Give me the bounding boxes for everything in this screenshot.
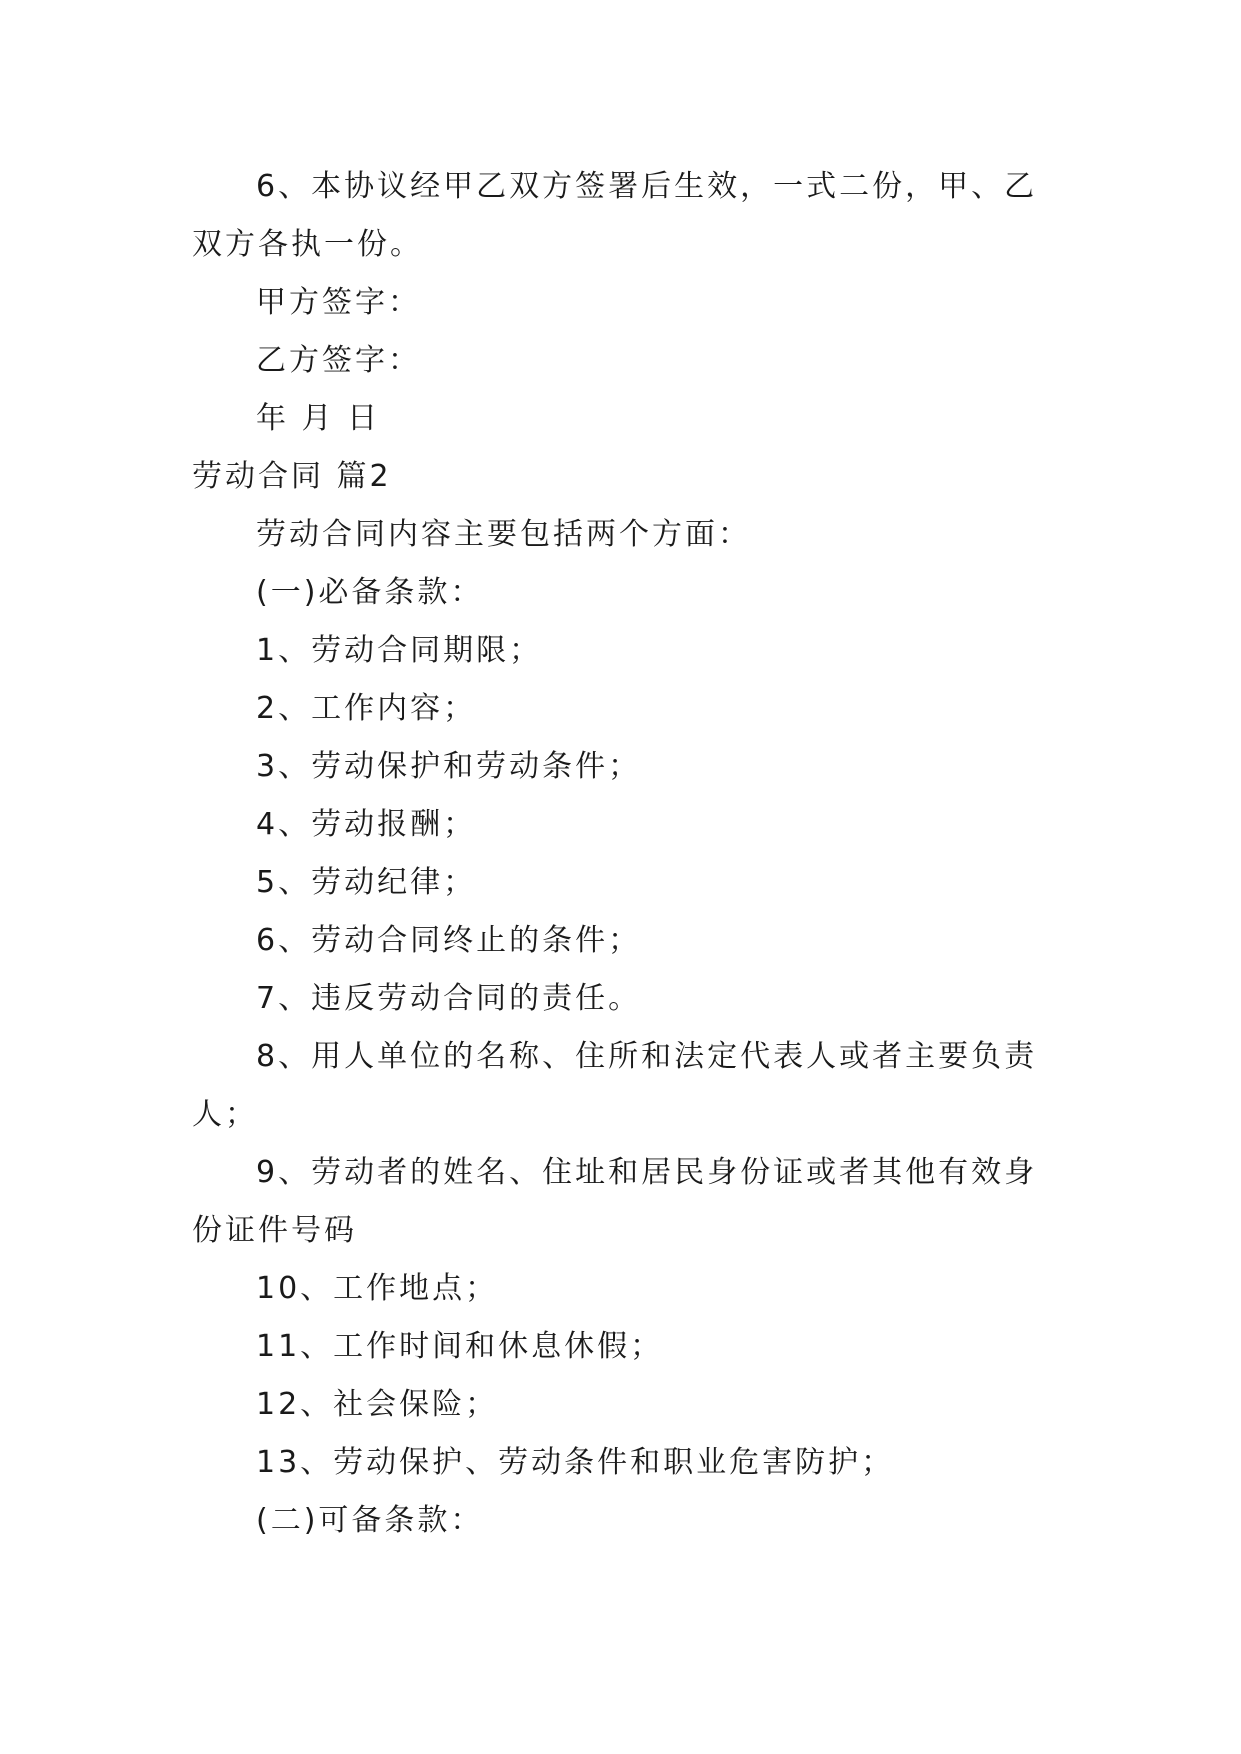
list-item: 11、工作时间和休息休假； <box>256 1329 664 1364</box>
list-item: 4、劳动报酬； <box>256 807 477 842</box>
document-body <box>192 158 1052 1550</box>
list-item: 2、工作内容； <box>256 691 477 726</box>
date-line: 年 月 日 <box>256 401 381 436</box>
section-heading: 劳动合同 篇2 <box>192 459 392 494</box>
party-b-signature-line: 乙方签字： <box>256 343 421 378</box>
party-a-signature-line: 甲方签字： <box>256 285 421 320</box>
paragraph-line: 双方各执一份。 <box>192 227 423 262</box>
list-item: 1、劳动合同期限； <box>256 633 543 668</box>
list-item: 9、劳动者的姓名、住址和居民身份证或者其他有效身 <box>256 1155 1038 1190</box>
paragraph-line: 6、本协议经甲乙双方签署后生效，一式二份，甲、乙 <box>256 169 1038 204</box>
list-item: 8、用人单位的名称、住所和法定代表人或者主要负责 <box>256 1039 1038 1074</box>
list-item-continuation: 人； <box>192 1097 258 1132</box>
list-item: 10、工作地点； <box>256 1271 499 1306</box>
paragraph-line: 劳动合同内容主要包括两个方面： <box>256 517 751 552</box>
list-item-continuation: 份证件号码 <box>192 1213 357 1248</box>
list-item: 3、劳动保护和劳动条件； <box>256 749 642 784</box>
list-item: 7、违反劳动合同的责任。 <box>256 981 642 1016</box>
subsection-heading: (一)必备条款： <box>256 575 484 610</box>
list-item: 12、社会保险； <box>256 1387 499 1422</box>
list-item: 5、劳动纪律； <box>256 865 477 900</box>
list-item: 6、劳动合同终止的条件； <box>256 923 642 958</box>
subsection-heading: (二)可备条款： <box>256 1503 484 1538</box>
list-item: 13、劳动保护、劳动条件和职业危害防护； <box>256 1445 895 1480</box>
